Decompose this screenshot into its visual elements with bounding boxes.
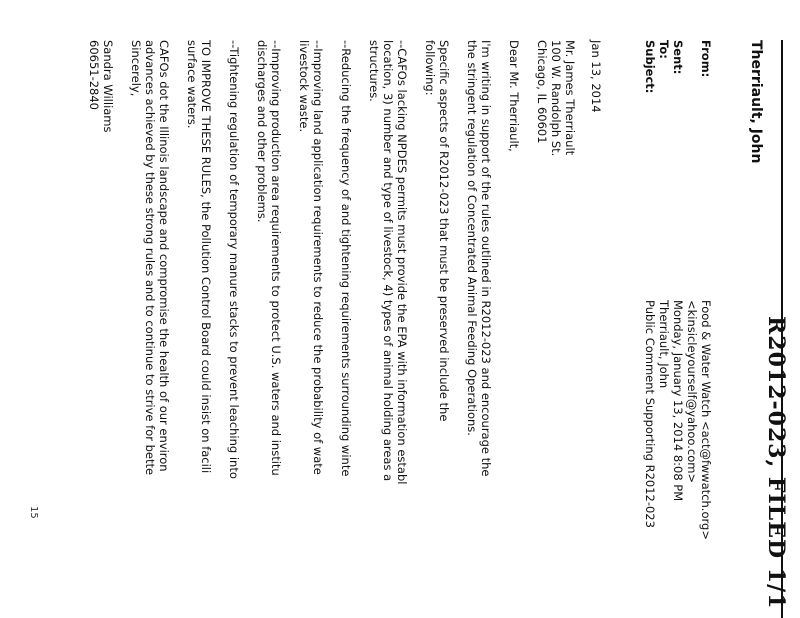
closing-line: surface waters. <box>185 40 199 129</box>
to-label: To: <box>657 40 671 59</box>
subject-value: Public Comment Supporting R2012-023 <box>643 300 657 528</box>
letter-date: Jan 13, 2014 <box>589 40 603 113</box>
closing-line: TO IMPROVE THESE RULES, the Pollution Control Board could insist on facili <box>199 40 213 474</box>
bullet-line: --Improving land application requirements to reduce the probability of wate <box>311 40 325 475</box>
salutation: Dear Mr. Therriault, <box>507 40 521 152</box>
bullet-line: structures. <box>367 40 381 102</box>
signer-zip: 60651-2840 <box>87 40 101 110</box>
final-line: advances achieved by these strong rules and to continue to strive for bette <box>143 40 157 476</box>
bullet-line: location, 3) number and type of livestock, 4) types of animal holding areas a <box>381 40 395 482</box>
aspects-line: following: <box>423 40 437 96</box>
address-line: Chicago, IL 60601 <box>535 40 549 144</box>
address-line: Mr. James Therriault <box>563 40 577 156</box>
final-line: CAFOs dot the Illinois landscape and compromise the health of our environ <box>157 40 171 472</box>
signer-name: Sandra Williams <box>101 40 115 133</box>
sent-value: Monday, January 13, 2014 8:08 PM <box>671 300 685 502</box>
from-email: <kinsicleyourself@yahoo.com> <box>685 300 699 484</box>
bullet-line: --Reducing the frequency of and tightening requirements surrounding winte <box>339 40 353 477</box>
signoff: Sincerely, <box>129 40 143 97</box>
to-value: Therriault, John <box>657 300 671 389</box>
from-label: From: <box>699 40 713 78</box>
intro-line: I'm writing in support of the rules outlined in R2012-023 and encourage the <box>479 40 493 477</box>
bullet-line: --Improving production area requirements to protect U.S. waters and institu <box>269 40 283 476</box>
bullet-line: livestock waste. <box>297 40 311 133</box>
address-line: 100 W. Randolph St. <box>549 40 563 157</box>
from-value: Food & Water Watch <act@fwwatch.org> <box>699 300 713 540</box>
sent-label: Sent: <box>671 40 685 75</box>
intro-line: the stringent regulation of Concentrated Animal Feeding Operations. <box>465 40 479 436</box>
page-number: 15 <box>28 506 39 519</box>
aspects-line: Specific aspects of R2012-023 that must be preserved include the <box>437 40 451 422</box>
bullet-line: --Tightening regulation of temporary manure stacks to prevent leaching into <box>227 40 241 479</box>
subject-label: Subject: <box>643 40 657 94</box>
filing-stamp: R2012-023, FILED 1/1 <box>763 316 789 610</box>
bullet-line: discharges and other problems. <box>255 40 269 223</box>
sender-name: Therriault, John <box>748 40 764 164</box>
bullet-line: --CAFOs lacking NPDES permits must provide the EPA with information establ <box>395 40 409 485</box>
header-rule <box>781 40 783 618</box>
